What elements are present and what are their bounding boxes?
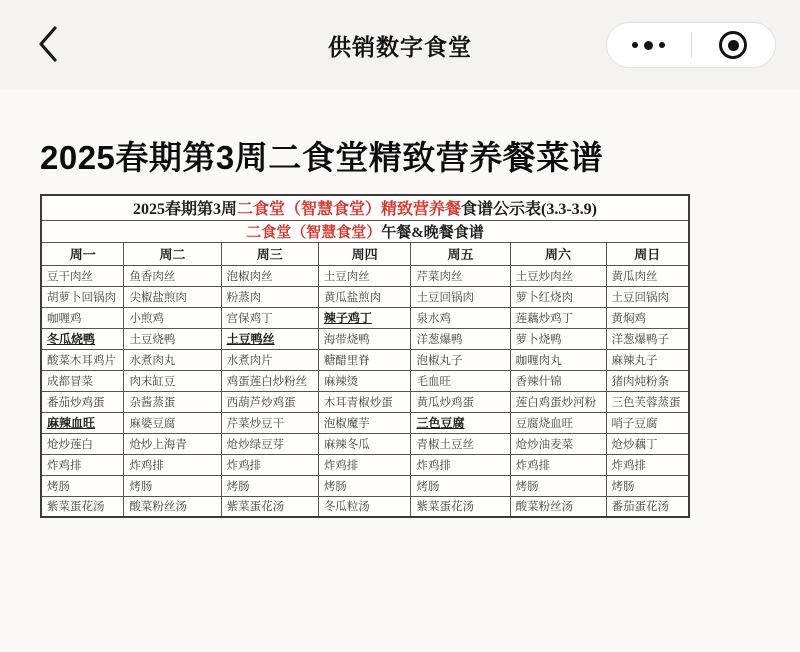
menu-cell: 泡椒丸子 (411, 349, 510, 370)
menu-cell: 黄瓜盐煎肉 (318, 286, 411, 307)
menu-cell: 猪肉炖粉条 (606, 370, 689, 391)
menu-cell: 豆腐烧血旺 (510, 412, 606, 433)
menu-cell: 烤肠 (221, 475, 318, 496)
menu-cell: 海带烧鸭 (318, 328, 411, 349)
table-row (41, 475, 689, 496)
caption2-highlight: 二食堂（智慧食堂） (246, 224, 382, 241)
menu-cell: 土豆鸭丝 (221, 328, 318, 349)
menu-cell: 泡椒魔芋 (318, 412, 411, 433)
weekday-header-row (41, 242, 689, 265)
table-row (41, 265, 689, 286)
menu-cell: 紫菜蛋花汤 (411, 496, 510, 517)
menu-cell: 冬瓜烧鸭 (41, 328, 124, 349)
menu-cell: 土豆肉丝 (318, 265, 411, 286)
menu-cell: 紫菜蛋花汤 (221, 496, 318, 517)
menu-cell: 土豆回锅肉 (606, 286, 689, 307)
menu-cell: 萝卜烧鸭 (510, 328, 606, 349)
menu-cell: 豆干肉丝 (41, 265, 124, 286)
table-row (41, 307, 689, 328)
more-button[interactable] (607, 23, 691, 67)
back-button[interactable] (26, 22, 70, 66)
weekday-header-cell: 周四 (318, 242, 411, 265)
table-row (41, 454, 689, 475)
table-caption-1 (41, 195, 689, 220)
menu-cell: 成都冒菜 (41, 370, 124, 391)
menu-cell: 洋葱爆鸭子 (606, 328, 689, 349)
menu-cell: 杂酱蒸蛋 (124, 391, 221, 412)
menu-cell: 咖喱肉丸 (510, 349, 606, 370)
menu-cell: 炸鸡排 (606, 454, 689, 475)
table-row (41, 496, 689, 517)
caption1-suffix: 食谱公示表(3.3-3.9) (461, 201, 598, 219)
menu-cell: 鸡蛋莲白炒粉丝 (221, 370, 318, 391)
menu-cell: 酸菜木耳鸡片 (41, 349, 124, 370)
menu-cell: 糖醋里脊 (318, 349, 411, 370)
menu-cell: 鱼香肉丝 (124, 265, 221, 286)
menu-cell: 麻辣烫 (318, 370, 411, 391)
chevron-left-icon (38, 26, 58, 62)
menu-cell: 肉末缸豆 (124, 370, 221, 391)
page-content (0, 90, 800, 652)
menu-cell: 青椒土豆丝 (411, 433, 510, 454)
menu-cell: 三色豆腐 (411, 412, 510, 433)
table-row (41, 328, 689, 349)
table-row (41, 370, 689, 391)
menu-cell: 烤肠 (510, 475, 606, 496)
menu-cell: 胡萝卜回锅肉 (41, 286, 124, 307)
menu-cell: 番茄蛋花汤 (606, 496, 689, 517)
menu-cell: 酸菜粉丝汤 (124, 496, 221, 517)
weekday-header-cell: 周三 (221, 242, 318, 265)
menu-cell: 辣子鸡丁 (318, 307, 411, 328)
close-button[interactable] (692, 23, 776, 67)
menu-cell: 炝炒莲白 (41, 433, 124, 454)
more-dots-icon (632, 41, 665, 50)
menu-cell: 冬瓜粒汤 (318, 496, 411, 517)
weekday-header-cell: 周二 (124, 242, 221, 265)
menu-cell: 酸菜粉丝汤 (510, 496, 606, 517)
menu-cell: 土豆炒肉丝 (510, 265, 606, 286)
table-caption-row-2 (41, 220, 689, 242)
table-caption-row-1 (41, 195, 689, 220)
menu-cell: 尖椒盐煎肉 (124, 286, 221, 307)
menu-cell: 洋葱爆鸭 (411, 328, 510, 349)
menu-cell: 粉蒸肉 (221, 286, 318, 307)
menu-cell: 黄焖鸡 (606, 307, 689, 328)
menu-cell: 炸鸡排 (124, 454, 221, 475)
menu-cell: 莲藕炒鸡丁 (510, 307, 606, 328)
menu-cell: 炝炒上海青 (124, 433, 221, 454)
menu-cell: 木耳青椒炒蛋 (318, 391, 411, 412)
menu-cell: 哨子豆腐 (606, 412, 689, 433)
menu-cell: 水煮肉丸 (124, 349, 221, 370)
caption1-prefix: 2025春期第3周 (132, 201, 237, 219)
navbar (0, 0, 800, 90)
menu-cell: 炸鸡排 (411, 454, 510, 475)
menu-cell: 炝炒藕丁 (606, 433, 689, 454)
menu-cell: 炝炒绿豆芽 (221, 433, 318, 454)
menu-cell: 麻辣血旺 (41, 412, 124, 433)
menu-cell: 炸鸡排 (41, 454, 124, 475)
table-row (41, 412, 689, 433)
menu-cell: 香辣什锦 (510, 370, 606, 391)
menu-table (40, 194, 690, 518)
menu-cell: 萝卜红烧肉 (510, 286, 606, 307)
menu-cell: 三色芙蓉蒸蛋 (606, 391, 689, 412)
menu-cell: 炸鸡排 (221, 454, 318, 475)
menu-cell: 麻辣丸子 (606, 349, 689, 370)
weekday-header-cell: 周五 (411, 242, 510, 265)
menu-cell: 烤肠 (318, 475, 411, 496)
app-title: 供销数字食堂 (328, 33, 472, 60)
menu-cell: 芹菜肉丝 (411, 265, 510, 286)
menu-cell: 烤肠 (41, 475, 124, 496)
menu-cell: 烤肠 (411, 475, 510, 496)
menu-cell: 黄瓜炒鸡蛋 (411, 391, 510, 412)
table-row (41, 286, 689, 307)
caption1-highlight: 二食堂（智慧食堂）精致营养餐 (237, 201, 462, 219)
menu-cell: 泉水鸡 (411, 307, 510, 328)
miniprogram-capsule (606, 22, 776, 68)
menu-cell: 番茄炒鸡蛋 (41, 391, 124, 412)
table-row (41, 391, 689, 412)
menu-cell: 烤肠 (606, 475, 689, 496)
table-caption-2 (41, 220, 689, 242)
menu-cell: 烤肠 (124, 475, 221, 496)
menu-cell: 炝炒油麦菜 (510, 433, 606, 454)
table-row (41, 433, 689, 454)
menu-cell: 小煎鸡 (124, 307, 221, 328)
menu-cell: 炸鸡排 (510, 454, 606, 475)
menu-cell: 泡椒肉丝 (221, 265, 318, 286)
menu-table-body (41, 265, 689, 517)
menu-cell: 西葫芦炒鸡蛋 (221, 391, 318, 412)
menu-cell: 麻辣冬瓜 (318, 433, 411, 454)
table-row (41, 349, 689, 370)
close-target-icon (719, 31, 747, 59)
menu-cell: 土豆烧鸭 (124, 328, 221, 349)
weekday-header-cell: 周六 (510, 242, 606, 265)
weekday-header-cell: 周日 (606, 242, 689, 265)
menu-cell: 紫菜蛋花汤 (41, 496, 124, 517)
menu-cell: 黄瓜肉丝 (606, 265, 689, 286)
menu-cell: 莲白鸡蛋炒河粉 (510, 391, 606, 412)
menu-cell: 麻婆豆腐 (124, 412, 221, 433)
caption2-suffix: 午餐&晚餐食谱 (381, 224, 484, 241)
menu-cell: 水煮肉片 (221, 349, 318, 370)
menu-cell: 咖喱鸡 (41, 307, 124, 328)
weekday-header-cell: 周一 (41, 242, 124, 265)
menu-cell: 炸鸡排 (318, 454, 411, 475)
page-title: 2025春期第3周二食堂精致营养餐菜谱 (40, 139, 604, 176)
menu-cell: 芹菜炒豆干 (221, 412, 318, 433)
menu-cell: 宫保鸡丁 (221, 307, 318, 328)
menu-cell: 土豆回锅肉 (411, 286, 510, 307)
menu-cell: 毛血旺 (411, 370, 510, 391)
